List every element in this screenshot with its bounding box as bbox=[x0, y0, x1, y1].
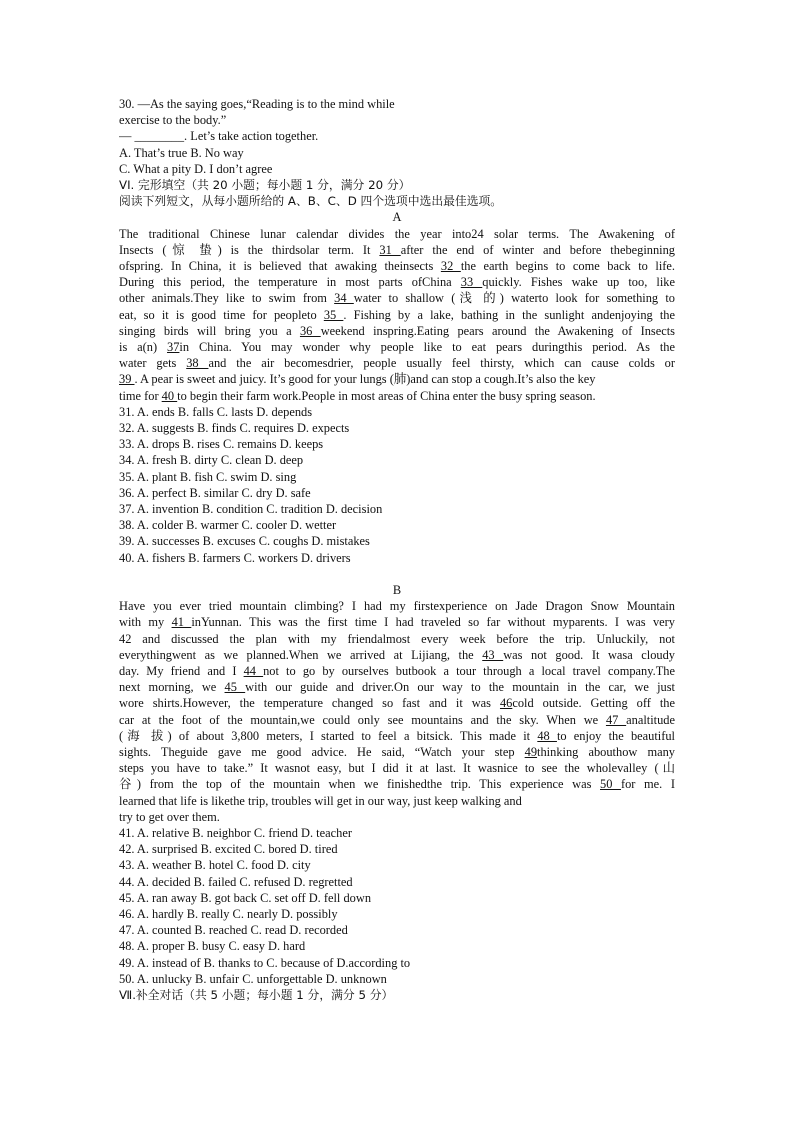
passage-text: weekend inspring.Eating pears around the Awakening of Insects bbox=[320, 323, 675, 338]
passage-text: with my bbox=[119, 615, 172, 630]
passage-line bbox=[119, 776, 675, 792]
question-options: 42. A. surprised B. excited C. bored D. tired bbox=[119, 842, 338, 857]
section-title-cloze: VI. 完形填空（共 20 小题；每小题 1 分，满分 20 分） bbox=[119, 178, 411, 193]
passage-text: water to shallow (浅 的) waterto look for something to bbox=[353, 291, 675, 306]
passage-b-heading: B bbox=[392, 582, 402, 597]
passage-line bbox=[119, 355, 675, 371]
blank-number: 36 bbox=[299, 323, 321, 338]
passage-text: wore shirts.However, the temperature changed so fast and it was bbox=[119, 696, 500, 711]
q30-line: — ________. Let’s take action together. bbox=[119, 129, 319, 144]
passage-line bbox=[119, 371, 675, 387]
passage-text: eat, so it is good time for peopleto bbox=[119, 307, 324, 322]
passage-text: is a(n) bbox=[119, 340, 168, 355]
blank-number: 39 bbox=[119, 372, 135, 387]
passage-text: after the end of winter and before thebeginning bbox=[400, 242, 675, 257]
question-options: 31. A. ends B. falls C. lasts D. depends bbox=[119, 404, 313, 419]
blank-number: 37 bbox=[167, 340, 180, 355]
passage-text: . Fishing by a lake, bathing in the sunlight andenjoying the bbox=[343, 307, 675, 322]
blank-number: 45 bbox=[224, 680, 246, 695]
section-instruction: 阅读下列短文，从每小题所给的 A、B、C、D 四个选项中选出最佳选项。 bbox=[119, 194, 503, 209]
question-options: 41. A. relative B. neighbor C. friend D. teacher bbox=[119, 825, 352, 840]
passage-text: Insects (惊 蛰) is the thirdsolar term. It bbox=[119, 242, 380, 257]
question-options: 34. A. fresh B. dirty C. clean D. deep bbox=[119, 453, 304, 468]
passage-b-text bbox=[119, 598, 675, 825]
blank-number: 47 bbox=[605, 712, 627, 727]
passage-line bbox=[119, 274, 675, 290]
passage-line bbox=[119, 290, 675, 306]
passage-a-options bbox=[119, 404, 675, 566]
question-options: 50. A. unlucky B. unfair C. unforgettable D. unknown bbox=[119, 971, 387, 986]
blank-number: 31 bbox=[379, 242, 401, 257]
passage-line bbox=[119, 760, 675, 776]
blank-number: 38 bbox=[186, 356, 209, 371]
blank-number: 32 bbox=[440, 259, 461, 274]
question-options: 48. A. proper B. busy C. easy D. hard bbox=[119, 939, 306, 954]
blank-number: 33 bbox=[460, 275, 483, 290]
passage-line bbox=[119, 712, 675, 728]
passage-line bbox=[119, 728, 675, 744]
passage-line bbox=[119, 679, 675, 695]
passage-text: steps you have to take.” It wasnot easy, but I did it at last. It wasnice to see the wholevalley (山 bbox=[119, 761, 675, 776]
passage-text: ofspring. In China, it is believed that awaking theinsects bbox=[119, 259, 441, 274]
passage-text: During this period, the temperature in most parts ofChina bbox=[119, 275, 461, 290]
passage-text: for me. I bbox=[620, 777, 675, 792]
passage-line bbox=[119, 695, 675, 711]
passage-line bbox=[119, 307, 675, 323]
question-options: 35. A. plant B. fish C. swim D. sing bbox=[119, 469, 297, 484]
passage-line bbox=[119, 614, 675, 630]
blank-number: 34 bbox=[334, 291, 354, 306]
passage-text: try to get over them. bbox=[119, 809, 220, 824]
passage-text: cold outside. Getting off the bbox=[512, 696, 675, 711]
passage-text: other animals.They like to swim from bbox=[119, 291, 335, 306]
passage-text: learned that life is likethe trip, troubles will get in our way, just keep walking and bbox=[119, 793, 522, 808]
question-options: 46. A. hardly B. really C. nearly D. possibly bbox=[119, 906, 338, 921]
blank-number: 49 bbox=[524, 744, 538, 759]
passage-b-options bbox=[119, 825, 675, 987]
passage-text: not to go by ourselves butbook a tour through a local travel company.The bbox=[263, 663, 675, 678]
section-title-dialogue: Ⅶ.补全对话（共 5 小题；每小题 1 分，满分 5 分） bbox=[119, 987, 394, 1002]
passage-text: quickly. Fishes wake up too, like bbox=[482, 275, 675, 290]
blank-number: 40 bbox=[161, 388, 178, 403]
passage-text: singing birds will bring you a bbox=[119, 323, 300, 338]
passage-text: (海 拔) of about 3,800 meters, I started to feel a bitsick. This made it bbox=[119, 728, 538, 743]
passage-text: the earth begins to come back to life. bbox=[460, 259, 675, 274]
q30-line: exercise to the body.” bbox=[119, 113, 227, 128]
passage-text: inYunnan. This was the first time I had traveled so far without myparents. I was very bbox=[191, 615, 675, 630]
passage-line bbox=[119, 226, 675, 242]
passage-line bbox=[119, 647, 675, 663]
q30-option: A. That’s true B. No way bbox=[119, 145, 244, 160]
passage-line bbox=[119, 242, 675, 258]
passage-line bbox=[119, 323, 675, 339]
passage-a-text bbox=[119, 226, 675, 404]
blank-number: 44 bbox=[243, 663, 264, 678]
passage-line bbox=[119, 598, 675, 614]
passage-text: and the air becomesdrier, people usually feel thirsty, which can cause colds or bbox=[208, 356, 675, 371]
passage-text: 谷) from the top of the mountain when we finishedthe trip. This experience was bbox=[119, 777, 600, 792]
question-options: 44. A. decided B. failed C. refused D. regretted bbox=[119, 874, 353, 889]
question-options: 36. A. perfect B. similar C. dry D. safe bbox=[119, 485, 311, 500]
question-options: 32. A. suggests B. finds C. requires D. expects bbox=[119, 421, 350, 436]
spacer bbox=[119, 566, 675, 582]
passage-a-heading: A bbox=[392, 210, 402, 225]
passage-text: next morning, we bbox=[119, 680, 225, 695]
question-options: 39. A. successes B. excuses C. coughs D. mistakes bbox=[119, 534, 370, 549]
passage-text: everythingwent as we planned.When we arrived at Lijiang, the bbox=[119, 647, 483, 662]
passage-line bbox=[119, 793, 675, 809]
blank-number: 35 bbox=[323, 307, 344, 322]
passage-text: sights. Theguide gave me good advice. He said, “Watch your step bbox=[119, 744, 525, 759]
exam-page bbox=[119, 96, 675, 1003]
passage-text: Have you ever tried mountain climbing? I had my firstexperience on Jade Dragon Snow Mountain bbox=[119, 599, 675, 614]
passage-text: 42 and discussed the plan with my friendalmost every week before the trip. Unluckily, not bbox=[119, 631, 675, 646]
passage-text: analtitude bbox=[626, 712, 675, 727]
passage-text: with our guide and driver.On our way to the mountain in the car, we just bbox=[245, 680, 675, 695]
passage-text: in China. You may wonder why people like to eat pears duringthis period. As the bbox=[179, 340, 675, 355]
passage-text: The traditional Chinese lunar calendar divides the year into24 solar terms. The Awakening of bbox=[119, 226, 675, 241]
question-options: 49. A. instead of B. thanks to C. because of D.according to bbox=[119, 955, 411, 970]
question-options: 33. A. drops B. rises C. remains D. keeps bbox=[119, 437, 324, 452]
passage-text: water gets bbox=[119, 356, 187, 371]
passage-text: to begin their farm work.People in most areas of China enter the busy spring season. bbox=[177, 388, 596, 403]
passage-line bbox=[119, 809, 675, 825]
passage-text: was not good. It wasa cloudy bbox=[503, 647, 675, 662]
passage-text: car at the foot of the mountain,we could only see mountains and the sky. When we bbox=[119, 712, 606, 727]
blank-number: 48 bbox=[537, 728, 557, 743]
question-options: 45. A. ran away B. got back C. set off D. fell down bbox=[119, 890, 372, 905]
passage-text: day. My friend and I bbox=[119, 663, 244, 678]
blank-number: 46 bbox=[499, 696, 513, 711]
passage-line bbox=[119, 663, 675, 679]
question-options: 40. A. fishers B. farmers C. workers D. drivers bbox=[119, 550, 351, 565]
passage-line bbox=[119, 744, 675, 760]
question-options: 47. A. counted B. reached C. read D. recorded bbox=[119, 923, 348, 938]
passage-text: thinking abouthow many bbox=[537, 744, 675, 759]
question-options: 37. A. invention B. condition C. tradition D. decision bbox=[119, 502, 383, 517]
passage-text: time for bbox=[119, 388, 162, 403]
question-options: 43. A. weather B. hotel C. food D. city bbox=[119, 858, 311, 873]
q30-option: C. What a pity D. I don’t agree bbox=[119, 161, 273, 176]
passage-line bbox=[119, 388, 675, 404]
passage-line bbox=[119, 339, 675, 355]
passage-text: to enjoy the beautiful bbox=[556, 728, 675, 743]
blank-number: 50 bbox=[600, 777, 621, 792]
passage-line bbox=[119, 258, 675, 274]
blank-number: 43 bbox=[482, 647, 504, 662]
question-options: 38. A. colder B. warmer C. cooler D. wetter bbox=[119, 518, 337, 533]
q30-line: 30. —As the saying goes,“Reading is to the mind while bbox=[119, 97, 395, 111]
passage-line bbox=[119, 631, 675, 647]
passage-text: . A pear is sweet and juicy. It’s good for your lungs (肺)and can stop a cough.It’s also the key bbox=[134, 372, 596, 387]
blank-number: 41 bbox=[171, 615, 192, 630]
